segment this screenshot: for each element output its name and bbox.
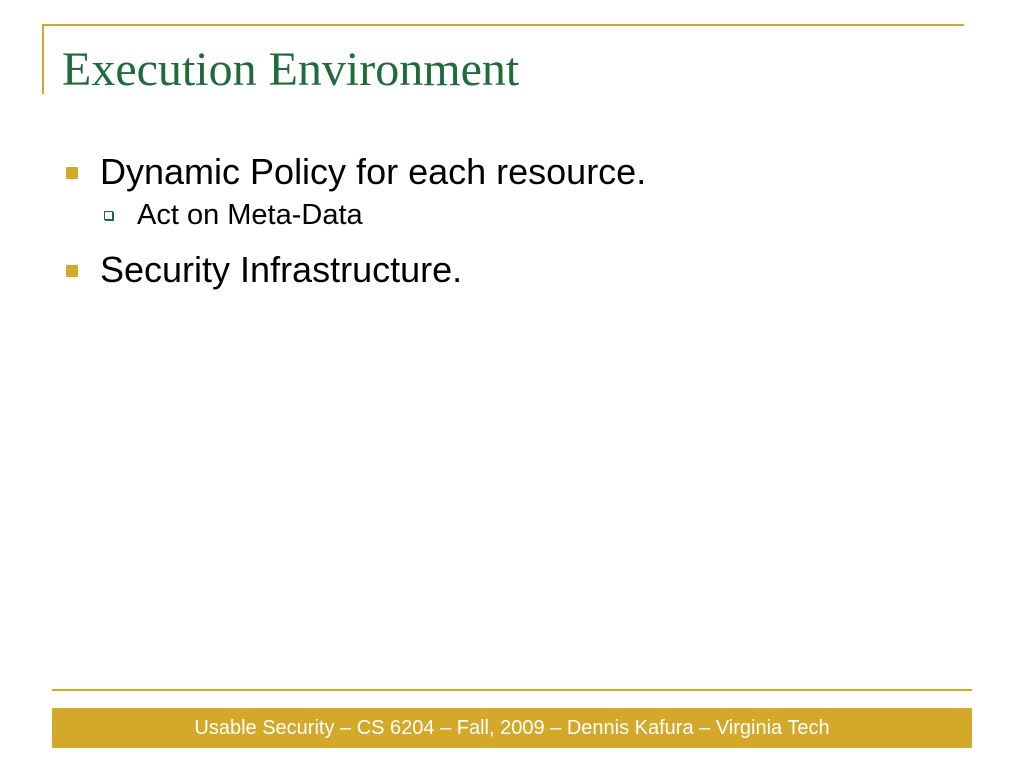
slide-title: Execution Environment (62, 43, 520, 96)
top-rule-vertical (42, 24, 44, 94)
bullet-list (62, 150, 962, 294)
bullet-item (62, 248, 962, 292)
square-bullet-icon (66, 265, 78, 277)
bullet-text: Security Infrastructure. (100, 249, 463, 290)
hollow-square-bullet-icon (104, 211, 113, 220)
top-rule-horizontal (42, 24, 964, 26)
sub-bullet-item (62, 196, 962, 234)
footer-text: Usable Security – CS 6204 – Fall, 2009 – Dennis Kafura – Virginia Tech (194, 716, 830, 739)
bullet-item (62, 150, 962, 194)
bullet-text: Dynamic Policy for each resource. (100, 151, 647, 192)
square-bullet-icon (66, 167, 78, 179)
footer-bar (52, 708, 972, 748)
sub-bullet-text: Act on Meta-Data (137, 199, 363, 231)
bottom-rule (52, 689, 972, 691)
